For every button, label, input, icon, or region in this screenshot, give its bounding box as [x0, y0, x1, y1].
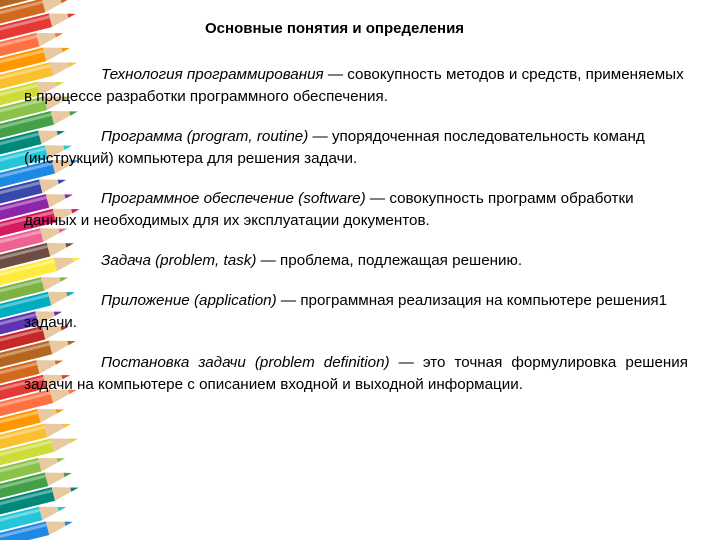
definition-text: — упорядоченная последовательность команд (инструкций) компьютера для решения задачи. [24, 128, 645, 167]
slide-title: Основные понятия и определения [205, 20, 465, 37]
definition-text: — совокупность методов и средств, применяемых в процессе разработки программного обеспечения. [24, 66, 684, 105]
definition-term: Технология программирования [101, 66, 324, 83]
definition-text: — совокупность программ обработки данных и необходимых для их эксплуатации документов. [24, 190, 634, 229]
definition-term: Программное обеспечение (software) [101, 190, 366, 207]
definition-program [24, 126, 688, 170]
definition-task [24, 250, 688, 272]
definition-term: Программа (program, routine) [101, 128, 309, 145]
definition-text: — программная реализация на компьютере решения1 задачи. [24, 292, 668, 331]
footer-watermark: fppt.com [657, 520, 708, 534]
definition-text: — проблема, подлежащая решению. [256, 252, 523, 269]
definition-technology [24, 64, 688, 108]
definition-term: Задача (problem, task) [101, 252, 257, 269]
definition-term: Приложение (application) [101, 292, 277, 309]
definition-software [24, 188, 688, 232]
definition-term: Постановка задачи (problem definition) [101, 354, 390, 371]
definition-text: — это точная формулировка решения задачи на компьютере с описанием входной и выходной информации. [24, 354, 688, 393]
definitions-list [24, 64, 688, 414]
definition-problem-statement [24, 352, 688, 396]
definition-application [24, 290, 688, 334]
